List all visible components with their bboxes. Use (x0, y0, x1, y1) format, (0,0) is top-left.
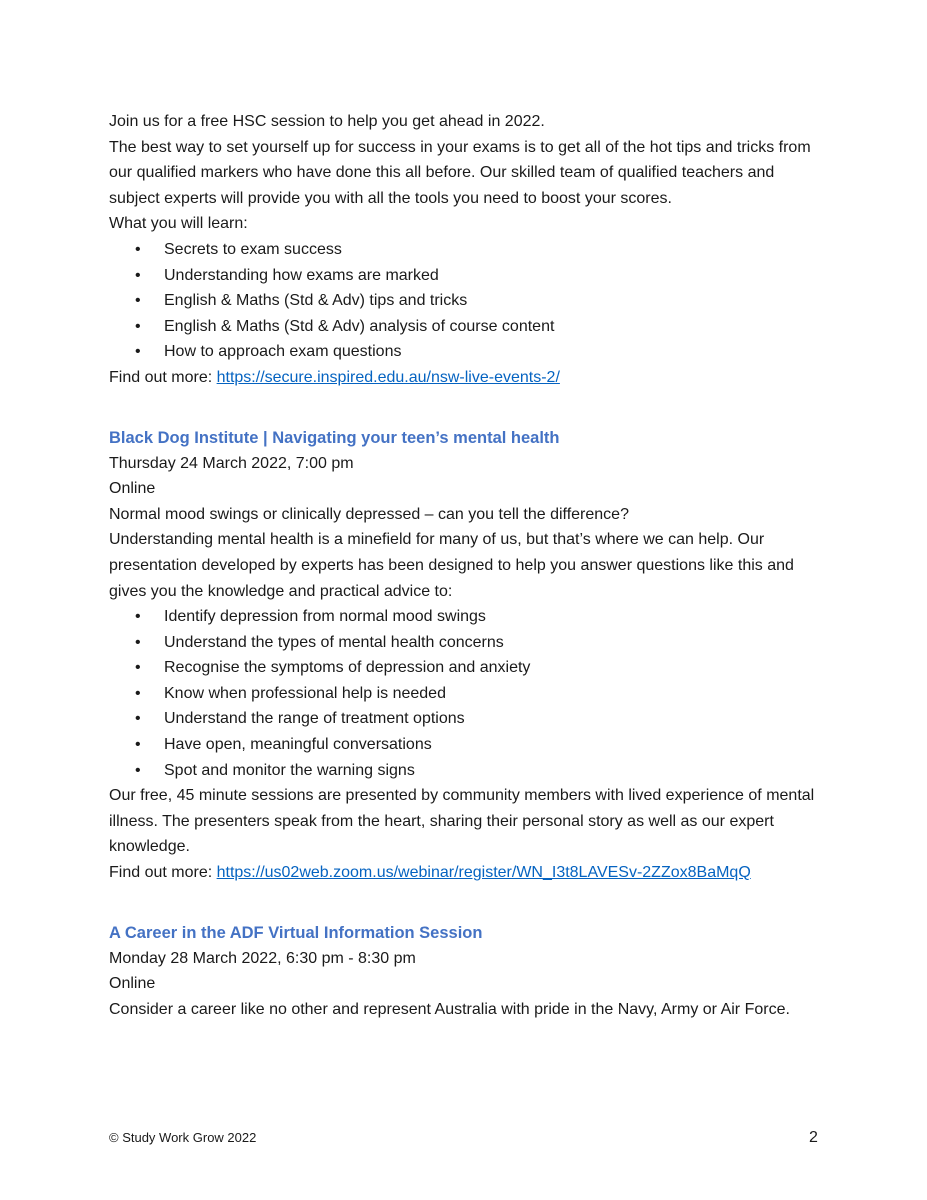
bullet-icon: • (135, 684, 141, 702)
list-item: • How to approach exam questions (109, 339, 824, 365)
bullet-icon: • (135, 343, 141, 361)
bullet-icon: • (135, 736, 141, 754)
bullet-icon: • (135, 292, 141, 310)
bullet-icon: • (135, 633, 141, 651)
section-body: The best way to set yourself up for success in your exams is to get all of the hot tips and tricks from our qualified markers who have done this all before. Our skilled team of qualified teachers and subject experts will provide you with all the tools you need to boost your scores. (109, 138, 811, 207)
section-closing: Our free, 45 minute sessions are presented by community members with lived experience of mental illness. The presenters speak from the heart, sharing their personal story as well as our expert knowledge. (109, 787, 815, 856)
event-date: Thursday 24 March 2022, 7:00 pm (109, 454, 354, 472)
list-item: • Understand the types of mental health concerns (109, 630, 824, 656)
zoom-webinar-link[interactable]: https://us02web.zoom.us/webinar/register/WN_I3t8LAVESv-2ZZox8BaMqQ (216, 864, 751, 882)
bullet-icon: • (135, 710, 141, 728)
bullet-icon: • (135, 659, 141, 677)
section-body: Consider a career like no other and represent Australia with pride in the Navy, Army or Air Force. (109, 1000, 790, 1018)
section-body: Understanding mental health is a minefield for many of us, but that’s where we can help. Our presentation developed by experts has been designed to help you answer questions like this and gives you the knowledge and practical advice to: (109, 531, 794, 600)
event-date: Monday 28 March 2022, 6:30 pm - 8:30 pm (109, 949, 416, 967)
document-page (109, 109, 824, 1022)
page-number: 2 (809, 1129, 818, 1146)
list-item: • Recognise the symptoms of depression and anxiety (109, 655, 824, 681)
section-title: Black Dog Institute | Navigating your teen’s mental health (109, 428, 560, 447)
bullet-icon: • (135, 266, 141, 284)
section-title: A Career in the ADF Virtual Information Session (109, 923, 483, 942)
list-item: • Understand the range of treatment options (109, 706, 824, 732)
event-location: Online (109, 480, 156, 498)
list-item: • Know when professional help is needed (109, 681, 824, 707)
footer-copyright: © Study Work Grow 2022 (109, 1130, 257, 1145)
advice-list (109, 604, 824, 783)
section-question: Normal mood swings or clinically depressed – can you tell the difference? (109, 505, 629, 523)
bullet-icon: • (135, 317, 141, 335)
list-item: • English & Maths (Std & Adv) tips and tricks (109, 288, 824, 314)
list-item: • Identify depression from normal mood swings (109, 604, 824, 630)
learn-list (109, 237, 824, 365)
list-item: • English & Maths (Std & Adv) analysis of course content (109, 314, 824, 340)
event-location: Online (109, 975, 156, 993)
learn-label: What you will learn: (109, 215, 248, 233)
inspired-events-link[interactable]: https://secure.inspired.edu.au/nsw-live-events-2/ (216, 368, 560, 386)
hsc-session-section (109, 109, 824, 391)
list-item: • Have open, meaningful conversations (109, 732, 824, 758)
find-out-more-label: Find out more: (109, 368, 217, 386)
bullet-icon: • (135, 608, 141, 626)
section-intro: Join us for a free HSC session to help you get ahead in 2022. (109, 113, 545, 130)
adf-career-section (109, 921, 824, 1023)
list-item: • Understanding how exams are marked (109, 263, 824, 289)
find-out-more-label: Find out more: (109, 864, 217, 882)
find-out-more (109, 860, 824, 886)
bullet-icon: • (135, 240, 141, 258)
list-item: • Spot and monitor the warning signs (109, 758, 824, 784)
find-out-more (109, 365, 824, 391)
list-item: • Secrets to exam success (109, 237, 824, 263)
bullet-icon: • (135, 761, 141, 779)
black-dog-section (109, 426, 824, 886)
